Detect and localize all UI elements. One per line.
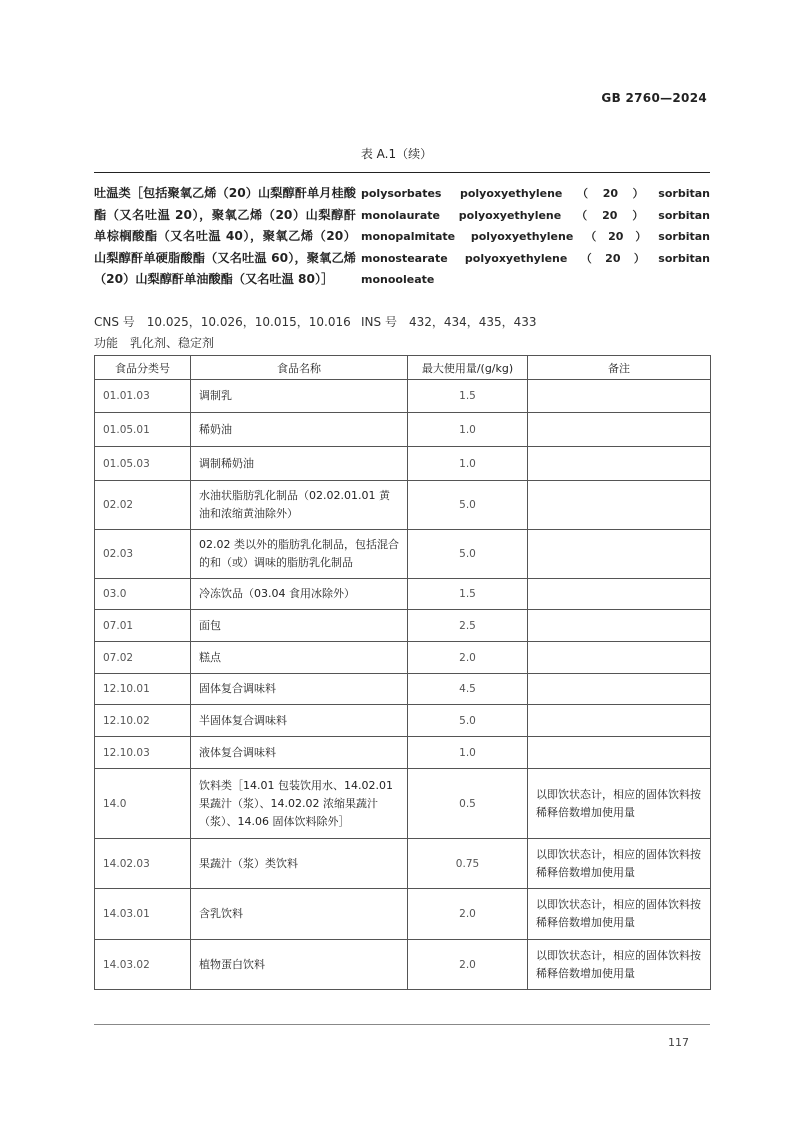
additive-english-name: polysorbates polyoxyethylene（20）sorbitan monolaurate polyoxyethylene（20）sorbitan monopalmitate polyoxyethylene（20）sorbitan monostearate polyoxyethylene（20）sorbitan monooleate	[361, 187, 710, 287]
food-name: 面包	[191, 610, 408, 642]
table-row	[95, 447, 711, 481]
food-code: 07.02	[95, 642, 191, 674]
top-rule	[94, 172, 710, 173]
note	[528, 674, 711, 705]
food-name: 调制稀奶油	[191, 447, 408, 481]
table-row	[95, 642, 711, 674]
table-header-row	[95, 356, 711, 380]
footer-rule	[94, 1024, 710, 1025]
food-name: 植物蛋白饮料	[191, 940, 408, 990]
table-row	[95, 481, 711, 530]
cns-value: 10.025，10.026，10.015，10.016	[146, 315, 351, 329]
food-code: 14.0	[95, 769, 191, 839]
function-line	[94, 334, 214, 351]
ins-number	[361, 313, 537, 330]
food-code: 02.03	[95, 530, 191, 579]
additive-chinese-name: 吐温类［包括聚氧乙烯（20）山梨醇酐单月桂酸酯（又名吐温 20），聚氧乙烯（20）山梨醇酐单棕榈酸酯（又名吐温 40），聚氧乙烯（20）山梨醇酐单硬脂酸酯（又名吐温 60），聚氧乙烯（20）山梨醇酐单油酸酯（又名吐温 80）］	[94, 186, 356, 287]
table-row	[95, 940, 711, 990]
table-row	[95, 530, 711, 579]
ins-label: INS 号	[361, 315, 397, 329]
note	[528, 530, 711, 579]
food-name: 冷冻饮品（03.04 食用冰除外）	[191, 579, 408, 610]
table-row	[95, 380, 711, 413]
food-name: 调制乳	[191, 380, 408, 413]
note	[528, 481, 711, 530]
note	[528, 610, 711, 642]
food-name: 饮料类［14.01 包装饮用水、14.02.01 果蔬汁（浆）、14.02.02 浓缩果蔬汁（浆）、14.06 固体饮料除外］	[191, 769, 408, 839]
food-code: 07.01	[95, 610, 191, 642]
max-level: 2.0	[408, 889, 528, 940]
header-note: 备注	[528, 356, 711, 380]
food-name: 半固体复合调味料	[191, 705, 408, 737]
max-level: 1.5	[408, 380, 528, 413]
table-row	[95, 889, 711, 940]
header-food-name: 食品名称	[191, 356, 408, 380]
table-row	[95, 413, 711, 447]
food-code: 01.01.03	[95, 380, 191, 413]
table-row	[95, 674, 711, 705]
table-row	[95, 610, 711, 642]
food-name: 稀奶油	[191, 413, 408, 447]
max-level: 2.0	[408, 642, 528, 674]
table-row	[95, 705, 711, 737]
food-code: 01.05.01	[95, 413, 191, 447]
food-code: 12.10.03	[95, 737, 191, 769]
max-level: 2.0	[408, 940, 528, 990]
max-level: 5.0	[408, 705, 528, 737]
food-code: 14.03.02	[95, 940, 191, 990]
food-code: 14.02.03	[95, 839, 191, 889]
food-name: 水油状脂肪乳化制品（02.02.01.01 黄油和浓缩黄油除外）	[191, 481, 408, 530]
table-row	[95, 839, 711, 889]
note: 以即饮状态计，相应的固体饮料按稀释倍数增加使用量	[528, 839, 711, 889]
note	[528, 642, 711, 674]
note	[528, 447, 711, 481]
max-level: 4.5	[408, 674, 528, 705]
table-row	[95, 769, 711, 839]
food-code: 03.0	[95, 579, 191, 610]
max-level: 5.0	[408, 481, 528, 530]
food-code: 14.03.01	[95, 889, 191, 940]
max-level: 5.0	[408, 530, 528, 579]
function-label: 功能	[94, 336, 119, 350]
food-name: 02.02 类以外的脂肪乳化制品，包括混合的和（或）调味的脂肪乳化制品	[191, 530, 408, 579]
food-name: 液体复合调味料	[191, 737, 408, 769]
max-level: 0.75	[408, 839, 528, 889]
max-level: 1.0	[408, 737, 528, 769]
header-max-level: 最大使用量/(g/kg)	[408, 356, 528, 380]
note: 以即饮状态计，相应的固体饮料按稀释倍数增加使用量	[528, 940, 711, 990]
food-name: 糕点	[191, 642, 408, 674]
table-row	[95, 737, 711, 769]
function-value: 乳化剂、稳定剂	[130, 336, 215, 350]
page-number: 117	[668, 1036, 689, 1049]
table-caption: 表 A.1（续）	[360, 147, 433, 161]
food-name: 含乳饮料	[191, 889, 408, 940]
food-code: 12.10.02	[95, 705, 191, 737]
food-name: 固体复合调味料	[191, 674, 408, 705]
note: 以即饮状态计，相应的固体饮料按稀释倍数增加使用量	[528, 889, 711, 940]
cns-label: CNS 号	[94, 315, 135, 329]
table-row	[95, 579, 711, 610]
max-level: 2.5	[408, 610, 528, 642]
food-code: 01.05.03	[95, 447, 191, 481]
max-level: 1.0	[408, 413, 528, 447]
note: 以即饮状态计，相应的固体饮料按稀释倍数增加使用量	[528, 769, 711, 839]
food-code: 02.02	[95, 481, 191, 530]
note	[528, 380, 711, 413]
usage-table	[94, 355, 711, 990]
note	[528, 737, 711, 769]
max-level: 0.5	[408, 769, 528, 839]
food-code: 12.10.01	[95, 674, 191, 705]
food-name: 果蔬汁（浆）类饮料	[191, 839, 408, 889]
note	[528, 579, 711, 610]
max-level: 1.0	[408, 447, 528, 481]
cns-number	[94, 313, 351, 330]
ins-value: 432，434，435，433	[408, 315, 537, 329]
standard-code: GB 2760—2024	[601, 91, 707, 105]
header-food-code: 食品分类号	[95, 356, 191, 380]
note	[528, 413, 711, 447]
note	[528, 705, 711, 737]
max-level: 1.5	[408, 579, 528, 610]
